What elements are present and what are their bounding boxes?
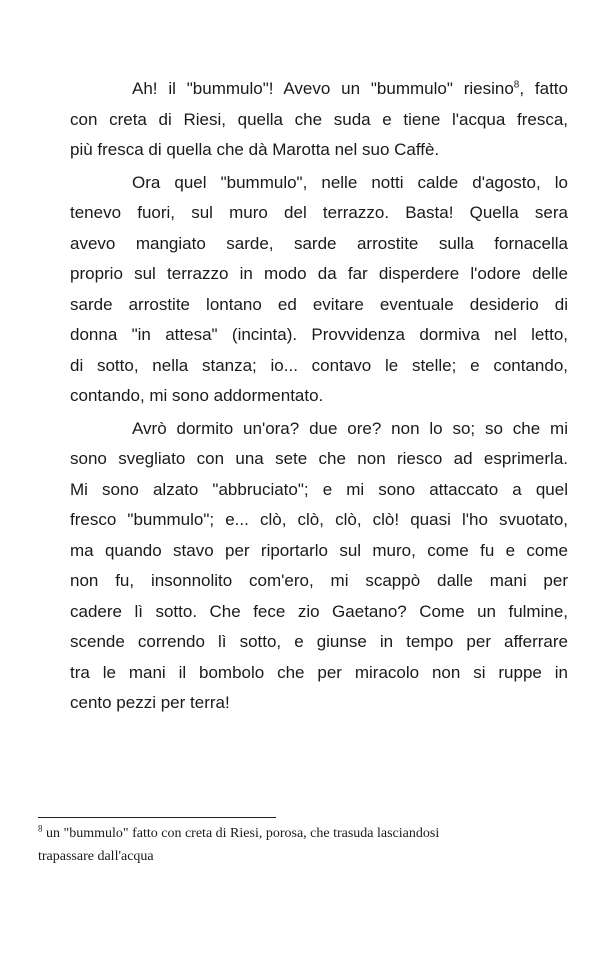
- text-line: tra le mani il bombolo che per miracolo non si ruppe in: [70, 662, 568, 682]
- paragraph-3: [70, 414, 568, 719]
- text-line: Mi sono alzato "abbruciato"; e mi sono attaccato a quel: [70, 479, 568, 499]
- text-line: avevo mangiato sarde, sarde arrostite sulla fornacella: [70, 233, 568, 253]
- paragraph-2: [70, 168, 568, 412]
- footnote-line: trapassare dall'acqua: [38, 849, 154, 864]
- text-line: sarde arrostite lontano ed evitare eventuale desiderio di: [70, 294, 568, 314]
- text-line: cento pezzi per terra!: [70, 693, 230, 712]
- text-line: scende correndo lì sotto, e giunse in tempo per afferrare: [70, 632, 568, 651]
- text-line: sono svegliato con una sete che non riesco ad esprimerla.: [70, 449, 568, 468]
- text-line: cadere lì sotto. Che fece zio Gaetano? Come un fulmine,: [70, 601, 568, 621]
- text-line: proprio sul terrazzo in modo da far disperdere l'odore delle: [70, 264, 568, 283]
- text-line: contando, mi sono addormentato.: [70, 386, 324, 405]
- text-line: Ora quel "bummulo", nelle notti calde d'agosto, lo: [132, 172, 568, 192]
- text-line: fresco "bummulo"; e... clò, clò, clò, clò! quasi l'ho svuotato,: [70, 510, 568, 529]
- text-line: con creta di Riesi, quella che suda e tiene l'acqua fresca,: [70, 109, 568, 129]
- text-line: Ah! il "bummulo"! Avevo un "bummulo" riesino$^8$, fatto: [132, 79, 568, 98]
- paragraph-1: [70, 74, 568, 166]
- main-text: [70, 74, 568, 719]
- footnote-line: $^8$ un "bummulo" fatto con creta di Riesi, porosa, che trasuda lasciandosi: [38, 823, 440, 841]
- text-line: tenevo fuori, sul muro del terrazzo. Basta! Quella sera: [70, 203, 568, 222]
- text-line: di sotto, nella stanza; io... contavo le stelle; e contando,: [70, 355, 568, 375]
- text-line: ma quando stavo per riportarlo sul muro, come fu e come: [70, 540, 568, 560]
- text-line: non fu, insonnolito com'ero, mi scappò dalle mani per: [70, 571, 568, 590]
- footnote-marker: 8: [38, 823, 43, 834]
- text-line: più fresca di quella che dà Marotta nel suo Caffè.: [70, 140, 440, 159]
- text-line: Avrò dormito un'ora? due ore? non lo so; so che mi: [132, 418, 568, 438]
- footnote: [38, 822, 578, 868]
- footnote-separator: [38, 817, 276, 818]
- text-line: donna "in attesa" (incinta). Provvidenza dormiva nel letto,: [70, 325, 568, 344]
- footnote-reference[interactable]: 8: [513, 79, 520, 91]
